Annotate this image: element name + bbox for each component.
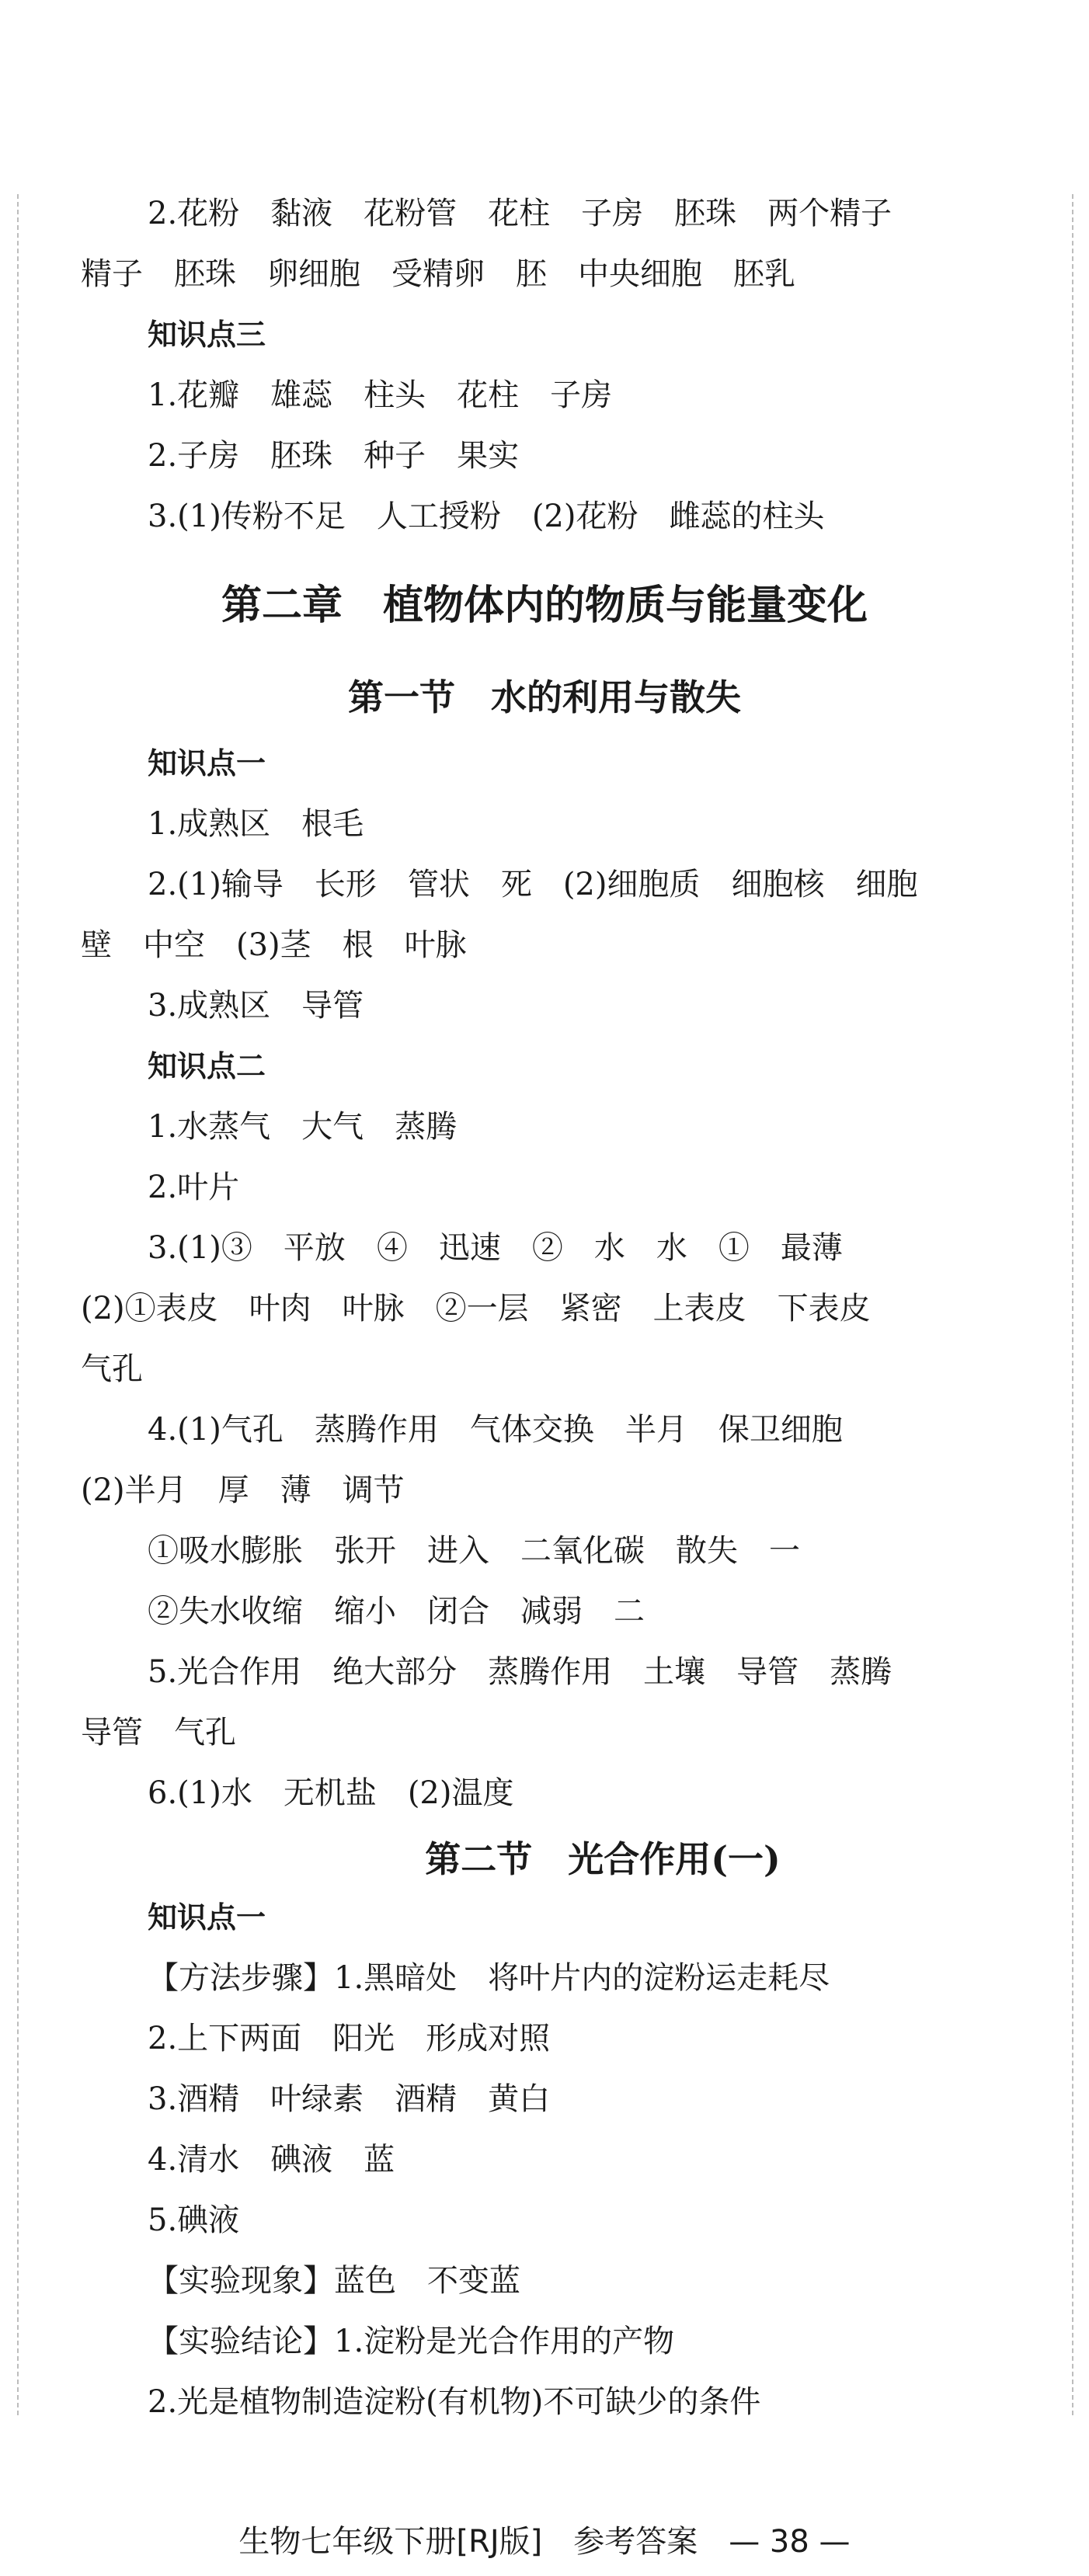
- section-title: 第二节 光合作用(一): [425, 1838, 781, 1880]
- answer-line: (2)半月 厚 薄 调节: [81, 1472, 405, 1508]
- answer-line: 5.光合作用 绝大部分 蒸腾作用 土壤 导管 蒸腾: [148, 1654, 892, 1690]
- answer-line: 3.(1)传粉不足 人工授粉 (2)花粉 雌蕊的柱头: [148, 499, 825, 534]
- answer-line: 2.叶片: [148, 1170, 240, 1205]
- answer-line: 导管 气孔: [81, 1715, 236, 1750]
- chapter-title: 第二章 植物体内的物质与能量变化: [221, 582, 868, 629]
- answer-line: 5.碘液: [148, 2202, 240, 2238]
- answer-line: 【实验结论】1.淀粉是光合作用的产物: [148, 2324, 675, 2359]
- answer-line: 2.上下两面 阳光 形成对照: [148, 2021, 551, 2056]
- answer-line: 6.(1)水 无机盐 (2)温度: [148, 1775, 514, 1811]
- left-margin-dashed-line: [17, 194, 19, 2415]
- answer-line: ②失水收缩 缩小 闭合 减弱 二: [148, 1594, 645, 1629]
- right-margin-dashed-line: [1072, 194, 1073, 2415]
- answer-line: ①吸水膨胀 张开 进入 二氧化碳 散失 一: [148, 1533, 800, 1569]
- answer-line: 1.花瓣 雄蕊 柱头 花柱 子房: [148, 377, 613, 413]
- answer-line: 3.酒精 叶绿素 酒精 黄白: [148, 2081, 551, 2117]
- knowledge-point-heading: 知识点一: [148, 1900, 266, 1935]
- page-footer: 生物七年级下册[RJ版] 参考答案 — 38 —: [238, 2524, 851, 2560]
- knowledge-point-heading: 知识点三: [148, 318, 266, 352]
- answer-line: (2)①表皮 叶肉 叶脉 ②一层 紧密 上表皮 下表皮: [81, 1291, 871, 1326]
- answer-line: 2.(1)输导 长形 管状 死 (2)细胞质 细胞核 细胞: [148, 867, 918, 902]
- answer-line: 4.清水 碘液 蓝: [148, 2142, 395, 2178]
- answer-line: 气孔: [81, 1351, 143, 1387]
- answer-line: 1.水蒸气 大气 蒸腾: [148, 1109, 458, 1145]
- knowledge-point-heading: 知识点一: [148, 746, 266, 780]
- answer-line: 精子 胚珠 卵细胞 受精卵 胚 中央细胞 胚乳: [81, 256, 795, 292]
- answer-line: 4.(1)气孔 蒸腾作用 气体交换 半月 保卫细胞: [148, 1412, 843, 1448]
- answer-line: 3.成熟区 导管: [148, 988, 364, 1024]
- answer-line: 壁 中空 (3)茎 根 叶脉: [81, 927, 467, 963]
- answer-line: 2.花粉 黏液 花粉管 花柱 子房 胚珠 两个精子: [148, 196, 892, 231]
- answer-line: 2.子房 胚珠 种子 果实: [148, 438, 520, 474]
- answer-line: 【实验现象】蓝色 不变蓝: [148, 2263, 520, 2299]
- answer-line: 3.(1)③ 平放 ④ 迅速 ② 水 水 ① 最薄: [148, 1230, 843, 1266]
- answer-line: 【方法步骤】1.黑暗处 将叶片内的淀粉运走耗尽: [148, 1960, 830, 1996]
- section-title: 第一节 水的利用与散失: [348, 676, 741, 718]
- answer-line: 1.成熟区 根毛: [148, 806, 364, 842]
- knowledge-point-heading: 知识点二: [148, 1049, 266, 1083]
- answer-line: 2.光是植物制造淀粉(有机物)不可缺少的条件: [148, 2384, 761, 2420]
